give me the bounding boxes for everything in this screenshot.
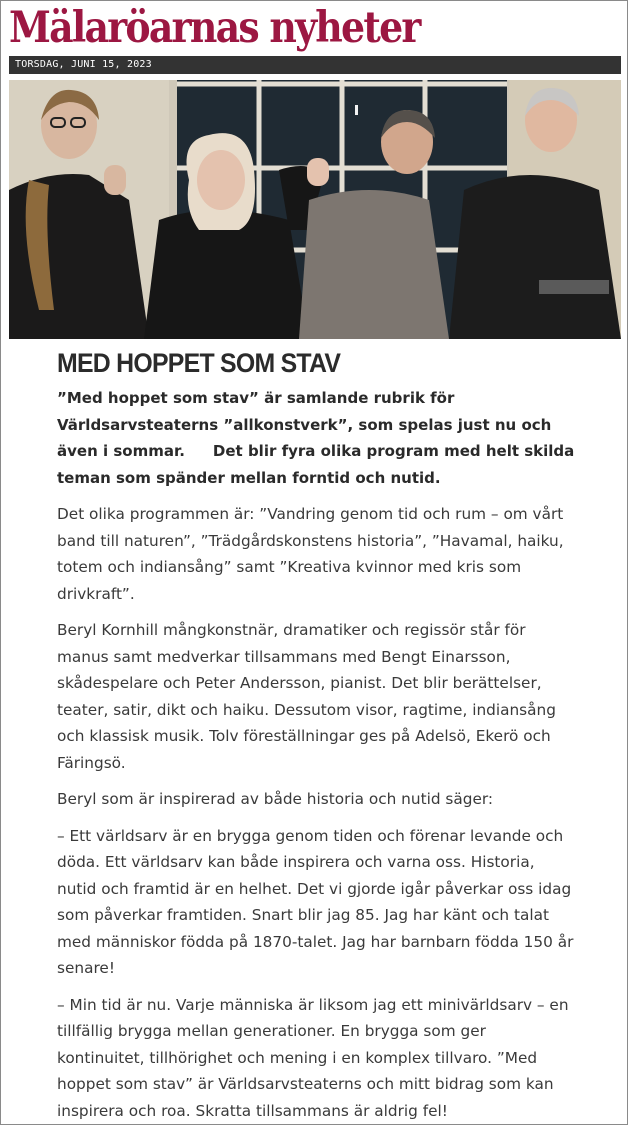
lead-part-1: ”Med hoppet som stav” är samlande rubrik för Världsarvsteaterns ”allkonstverk”, som spelas just nu och även i sommar. <box>57 389 552 460</box>
paragraph: Beryl som är inspirerad av både historia och nutid säger: <box>57 790 494 808</box>
article-photo <box>9 80 621 339</box>
paragraph: Beryl Kornhill mångkonstnär, dramatiker och regissör står för manus samt medverkar tillsammans med Bengt Einarsson, skådespelare och Peter Andersson, pianist. Det blir berättelser, teater, satir, dikt och haiku. Dessutom visor, ragtime, indiansång och klassisk musik. Tolv föreställningar ges på Adelsö, Ekerö och Färingsö. <box>57 621 556 772</box>
article-lead <box>57 385 577 491</box>
article-body <box>57 343 577 1124</box>
article-title: MED HOPPET SOM STAV <box>57 348 341 378</box>
paragraph: Det olika programmen är: ”Vandring genom tid och rum – om vårt band till naturen”, ”Trädgårdskonstens historia”, ”Havamal, haiku, totem och indiansång” samt ”Kreativa kvinnor med kris som drivkraft”. <box>57 505 564 603</box>
lead-part-2: Det blir fyra olika program med helt skilda teman som spänder mellan forntid och nutid. <box>57 442 575 487</box>
site-logo[interactable]: Mälaröarnas nyheter <box>9 3 420 53</box>
paragraph: – Min tid är nu. Varje människa är liksom jag ett minivärldsarv – en tillfällig brygga mellan generationer. En brygga som ger kontinuitet, tillhörighet och mening i en komplex tillvaro. ”Med hoppet som stav” är Världsarvsteaterns och mitt bidrag som kan inspirera och roa. Skratta tillsammans är aldrig fel! <box>57 995 569 1120</box>
paragraph: – Ett världsarv är en brygga genom tiden och förenar levande och döda. Ett världsarv kan både inspirera och varna oss. Historia, nutid och framtid är en helhet. Det vi gjorde igår påverkar oss idag som påverkar framtiden. Snart blir jag 85. Jag har känt och talat med människor födda på 1870-talet. Jag har barnbarn födda 150 år senare! <box>57 826 574 977</box>
date-text: TORSDAG, JUNI 15, 2023 <box>15 59 152 70</box>
date-bar <box>9 56 621 74</box>
